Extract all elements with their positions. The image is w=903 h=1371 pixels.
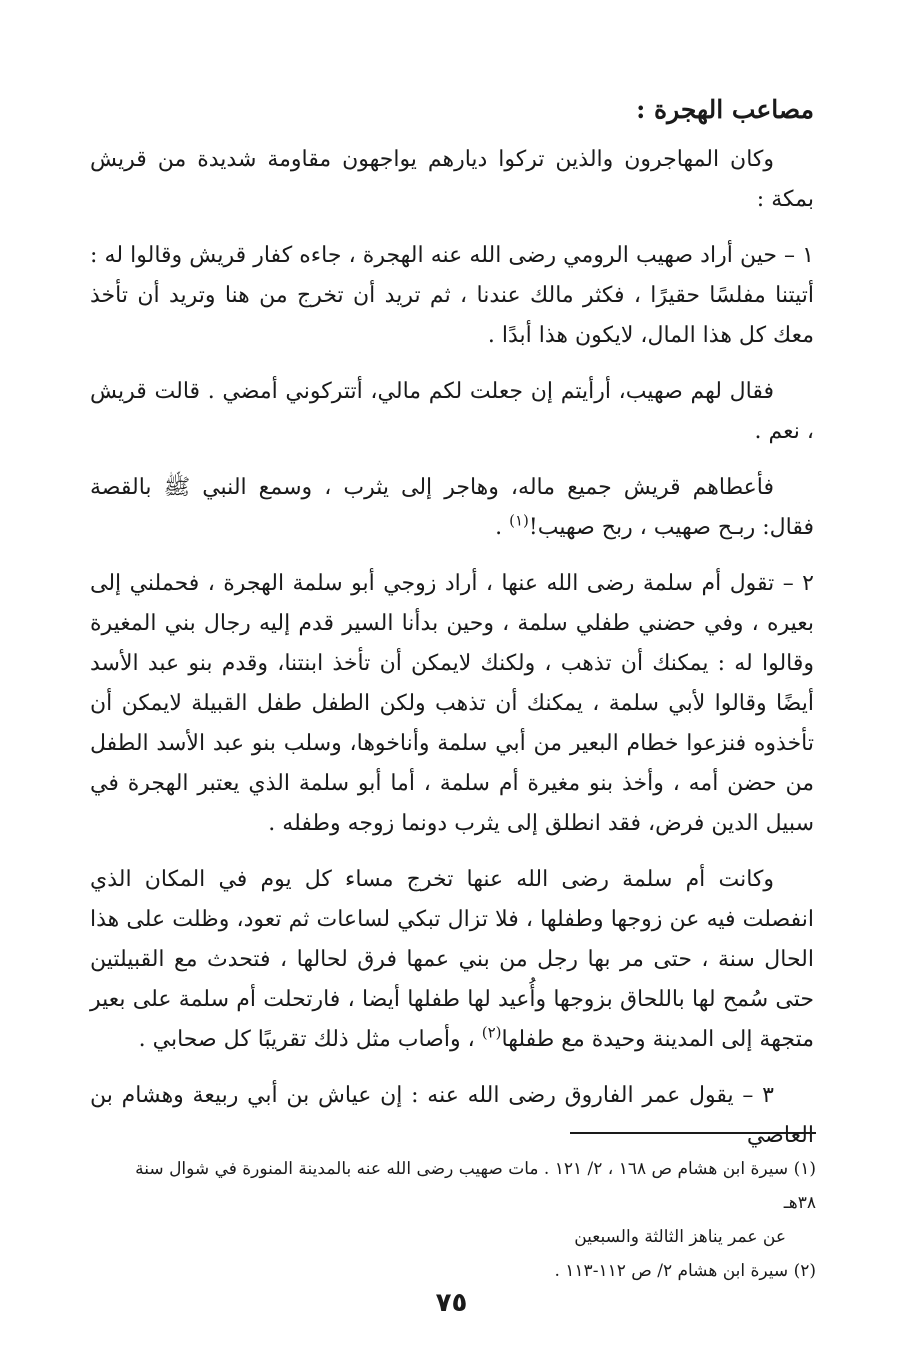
footnote-divider xyxy=(570,1132,816,1134)
footnote-ref-1: (١) xyxy=(509,511,529,530)
section-heading: مصاعب الهجرة : xyxy=(636,95,814,124)
paragraph-suhayb-text: ١ – حين أراد صهيب الرومي رضى الله عنه الهجرة ، جاءه كفار قريش وقالوا له : أتيتنا مفلسًا حقيرًا ، فكثر مالك عندنا ، ثم تريد أن تخرج من هنا وتريد أن تأخذ معك كل هذا المال، لايكون هذا أبدًا . xyxy=(90,243,814,348)
paragraph-suhayb-reply xyxy=(90,372,814,452)
paragraph-suhayb-reply-text: فقال لهم صهيب، أرأيتم إن جعلت لكم مالي، أتتركوني أمضي . قالت قريش ، نعم . xyxy=(90,379,814,444)
paragraph-umar xyxy=(90,1076,814,1156)
footnote-1-continued: عن عمر يناهز الثالثة والسبعين xyxy=(574,1227,786,1247)
footnotes xyxy=(110,1152,816,1288)
paragraph-umm-salama-text: ٢ – تقول أم سلمة رضى الله عنها ، أراد زوجي أبو سلمة الهجرة ، فحملني إلى بعيره ، وفي حضني طفلي سلمة ، وحين بدأنا السير قدم إليه رجال بني المغيرة وقالوا له : يمكنك أن تذهب ، ولكنك لايمكن أن تأخذ ابنتنا، وقدم بنو عبد الأسد أيضًا وقالوا لأبي سلمة ، يمكنك أن تذهب ولكن الطفل طفل القبيلة لايمكن أن تأخذوه فنزعوا خطام البعير من أبي سلمة وأناخوها، وسلب بنو عبد الأسد الطفل من حضن أمه ، وأخذ بنو مغيرة أم سلمة ، أما أبو سلمة الذي يعتبر الهجرة في سبيل الدين فرض، فقد انطلق إلى يثرب دونما زوجه وطفله . xyxy=(90,571,814,836)
paragraph-umm-salama-end-text: ، وأصاب مثل ذلك تقريبًا كل صحابي . xyxy=(138,1027,475,1052)
paragraph-umm-salama-weeping-text: وكانت أم سلمة رضى الله عنها تخرج مساء كل يوم في المكان الذي انفصلت فيه عن زوجها وطفلها ، فلا تزال تبكي لساعات ثم تعود، وظلت على هذا الحال سنة ، حتى مر بها رجل من بني عمها فرق لحالها ، فتحدث مع القبيلتين حتى سُمح لها باللحاق بزوجها وأُعيد لها طفلها أيضا ، فارتحلت أم سلمة على بعير متجهة إلى المدينة وحيدة مع طفلها xyxy=(90,867,814,1052)
footnote-1: (١) سيرة ابن هشام ص ١٦٨ ، ٢/ ١٢١ . مات صهيب رضى الله عنه بالمدينة المنورة في شوال سنة ٣٨هـ xyxy=(135,1159,816,1213)
paragraph-umar-text: ٣ – يقول عمر الفاروق رضى الله عنه : إن عياش بن أبي ربيعة وهشام بن العاصي xyxy=(90,1083,814,1148)
footnote-ref-2: (٢) xyxy=(481,1023,502,1042)
paragraph-suhayb-profit: فأعطاهم قريش جميع ماله، وهاجر إلى يثرب ، وسمع النبي ﷺ بالقصة فقال: ربـح صهيب ، ربح صهيب!$^{(١)}$ . xyxy=(90,475,814,540)
page-number: ٧٥ xyxy=(435,1288,468,1318)
paragraph-intro-text: وكان المهاجرون والذين تركوا ديارهم يواجهون مقاومة شديدة من قريش بمكة : xyxy=(90,147,814,212)
paragraph-umm-salama-weeping xyxy=(90,860,814,1060)
paragraph-umm-salama xyxy=(90,564,814,844)
paragraph-intro xyxy=(90,140,814,220)
page-body xyxy=(90,90,814,1172)
paragraph-suhayb-profit-text: فأعطاهم قريش جميع ماله، وهاجر إلى يثرب ، وسمع النبي ﷺ بالقصة فقال: ربـح صهيب ، ربح صهيب! xyxy=(90,475,814,540)
footnote-2: (٢) سيرة ابن هشام ٢/ ص ١١٢-١١٣ . xyxy=(554,1261,816,1281)
paragraph-suhayb xyxy=(90,236,814,356)
